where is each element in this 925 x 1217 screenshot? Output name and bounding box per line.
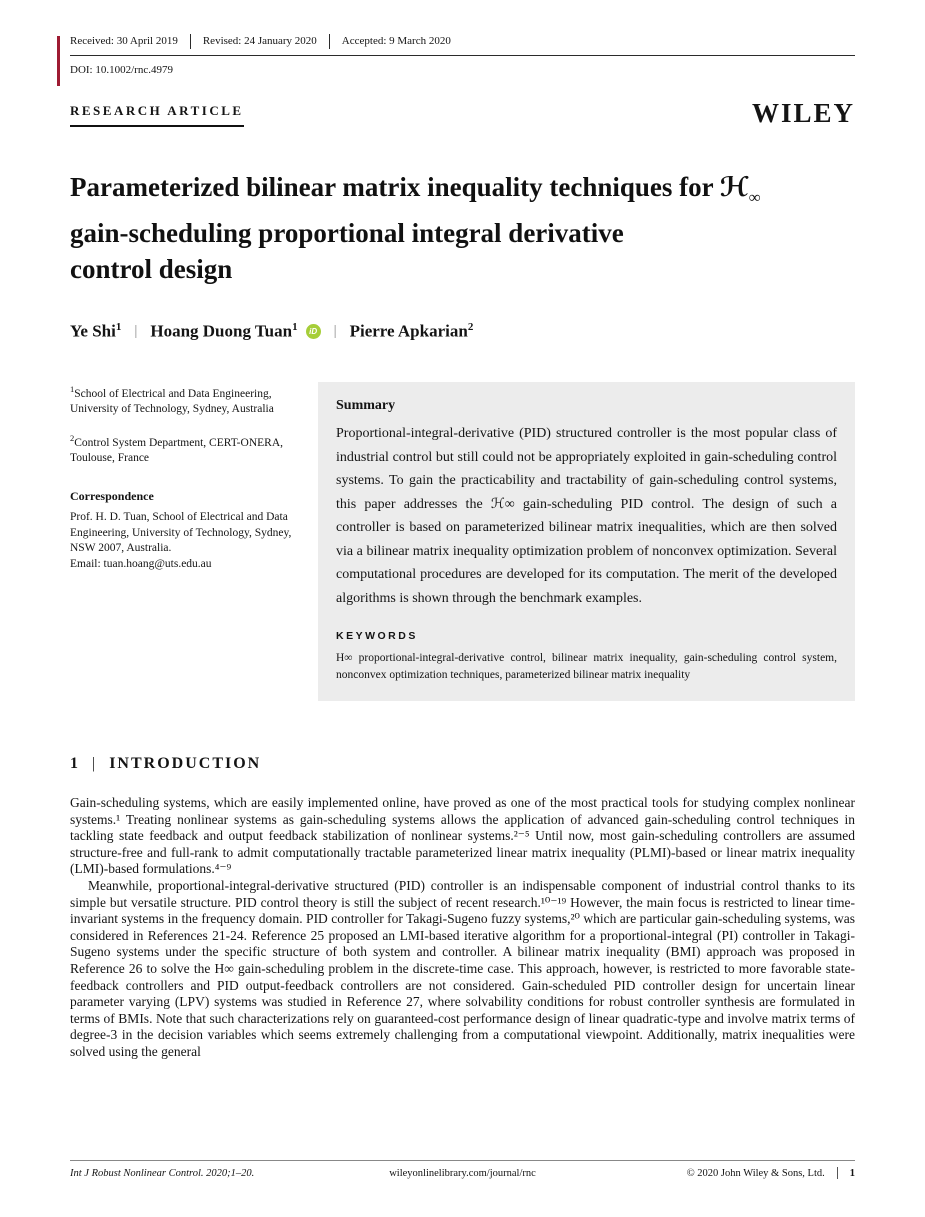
intro-paragraph-1: Gain-scheduling systems, which are easily implemented online, have proved as one of the most practical tools for studying complex nonlinear systems.¹ Treating nonlinear systems as gain-scheduling systems allows the application of advanced gain-scheduling control techniques in tackling state feedback and output feedback stabilization of nonlinear systems.²⁻⁵ Until now, most gain-scheduling controllers are assumed structure-free and full-rank to admit computationally tractable parameterized linear matrix inequality (PLMI)-based or linear matrix inequality (LMI)-based formulations.⁴⁻⁹: [70, 795, 855, 877]
author-pierre-apkarian: Pierre Apkarian$^2$: [349, 321, 474, 342]
author-2-affiliation-marker: 1: [292, 321, 298, 334]
summary-heading: Summary: [336, 398, 396, 414]
author-hoang-duong-tuan: Hoang Duong Tuan$^1$: [150, 321, 298, 342]
section-separator: |: [92, 755, 96, 773]
accepted-date: Accepted: 9 March 2020: [329, 34, 463, 49]
masthead: [70, 100, 855, 127]
article-history: [70, 34, 855, 76]
math-infinity-subscript: ∞: [748, 188, 761, 207]
correspondence-heading: Correspondence: [70, 488, 154, 503]
article-history-row: [70, 34, 855, 49]
header-divider: [70, 55, 855, 56]
summary-box: [318, 382, 855, 701]
correspondence-email[interactable]: Email: tuan.hoang@uts.edu.au: [70, 557, 212, 570]
section-number: 1: [70, 755, 78, 773]
section-title: INTRODUCTION: [109, 755, 262, 773]
author-3-affiliation-marker: 2: [467, 321, 474, 334]
affiliation-2: $^2$Control System Department, CERT-ONERA, Toulouse, France: [70, 432, 283, 465]
author-separator: |: [134, 323, 138, 340]
keywords-text: H∞ proportional-integral-derivative control, bilinear matrix inequality, gain-scheduling control system, nonconvex optimization techniques, parameterized bilinear matrix inequality: [336, 652, 837, 681]
doi: DOI: 10.1002/rnc.4979: [70, 64, 173, 76]
received-date: Received: 30 April 2019: [70, 35, 178, 47]
title-line-2: gain-scheduling proportional integral derivative: [70, 218, 624, 249]
author-list: [70, 321, 855, 342]
author-info-and-summary: [70, 382, 855, 701]
summary-text: Proportional-integral-derivative (PID) structured controller is the most popular class of industrial control but still could not be appropriately exploited in gain-scheduling control systems. To gain the practicability and tractability of gain-scheduling control systems, this paper addresses the ℋ∞ gain-scheduling PID control. The design of such a controller is based on parameterized bilinear matrix inequalities, which are then solved via a bilinear matrix inequality optimization problem of nonconvex optimization. Several computational procedures are developed for its computation. The merit of the developed algorithms is shown through the benchmark examples.: [336, 426, 837, 606]
journal-citation: Int J Robust Nonlinear Control. 2020;1–20.: [70, 1167, 255, 1179]
accent-bar: [57, 36, 60, 86]
author-ye-shi: Ye Shi$^1$: [70, 321, 122, 342]
footer-right-group: [578, 1167, 855, 1179]
orcid-icon[interactable]: iD: [306, 324, 321, 339]
section-1-heading: [70, 755, 855, 773]
article-type-label: RESEARCH ARTICLE: [70, 103, 244, 127]
journal-url[interactable]: wileyonlinelibrary.com/journal/rnc: [389, 1167, 536, 1179]
intro-paragraph-2: Meanwhile, proportional-integral-derivative structured (PID) controller is an indispensable component of industrial control thanks to its simple but versatile structure. PID control theory is still the subject of recent research.¹⁰⁻¹⁹ However, the main focus is restricted to linear time-invariant systems in the frequency domain. PID controller for Takagi-Sugeno fuzzy systems,²⁰ which are particular gain-scheduling systems, was considered in References 21-24. Reference 25 proposed an LMI-based iterative algorithm for a proportional-integral (PI) controller in Takagi-Sugeno systems under the specific structure of both system and controller. A bilinear matrix inequality (BMI) approach was proposed in Reference 26 to solve the H∞ gain-scheduling problem in the discrete-time case. This approach, however, is restricted to more favorable state-feedback controllers and PID output-feedback controllers are not considered. Gain-scheduled PID controller design for uncertain linear parameter varying (LPV) systems was studied in Reference 27, where solvability conditions for robust controller synthesis are formulated in terms of BMIs. Note that such characterizations rely on guaranteed-cost performance design of linear quadratic-type and involve matrix terms of degree-3 in the decision variables which seems extremely challenging from a computational viewpoint. Additionally, matrix inequalities were solved using the general: [70, 878, 855, 1059]
title-line-1: Parameterized bilinear matrix inequality techniques for: [70, 172, 720, 202]
footer-divider: [837, 1167, 838, 1179]
keywords-heading: KEYWORDS: [336, 630, 418, 643]
article-title: [70, 169, 855, 287]
page-number: 1: [849, 1167, 855, 1179]
math-script-h: ℋ: [719, 172, 749, 203]
affiliation-1: $^1$School of Electrical and Data Engineering, University of Technology, Sydney, Australia: [70, 384, 274, 416]
revised-date: Revised: 24 January 2020: [190, 34, 329, 49]
wiley-logo: WILEY: [751, 98, 855, 128]
copyright-notice: © 2020 John Wiley & Sons, Ltd.: [686, 1167, 825, 1179]
author-info-column: [70, 382, 298, 701]
author-1-affiliation-marker: 1: [115, 321, 122, 334]
author-separator: |: [333, 323, 337, 340]
page-footer: [70, 1160, 855, 1179]
title-line-3: control design: [70, 254, 233, 285]
correspondence-text: Prof. H. D. Tuan, School of Electrical and Data Engineering, University of Technology, Sydney, NSW 2007, Australia.: [70, 511, 292, 555]
